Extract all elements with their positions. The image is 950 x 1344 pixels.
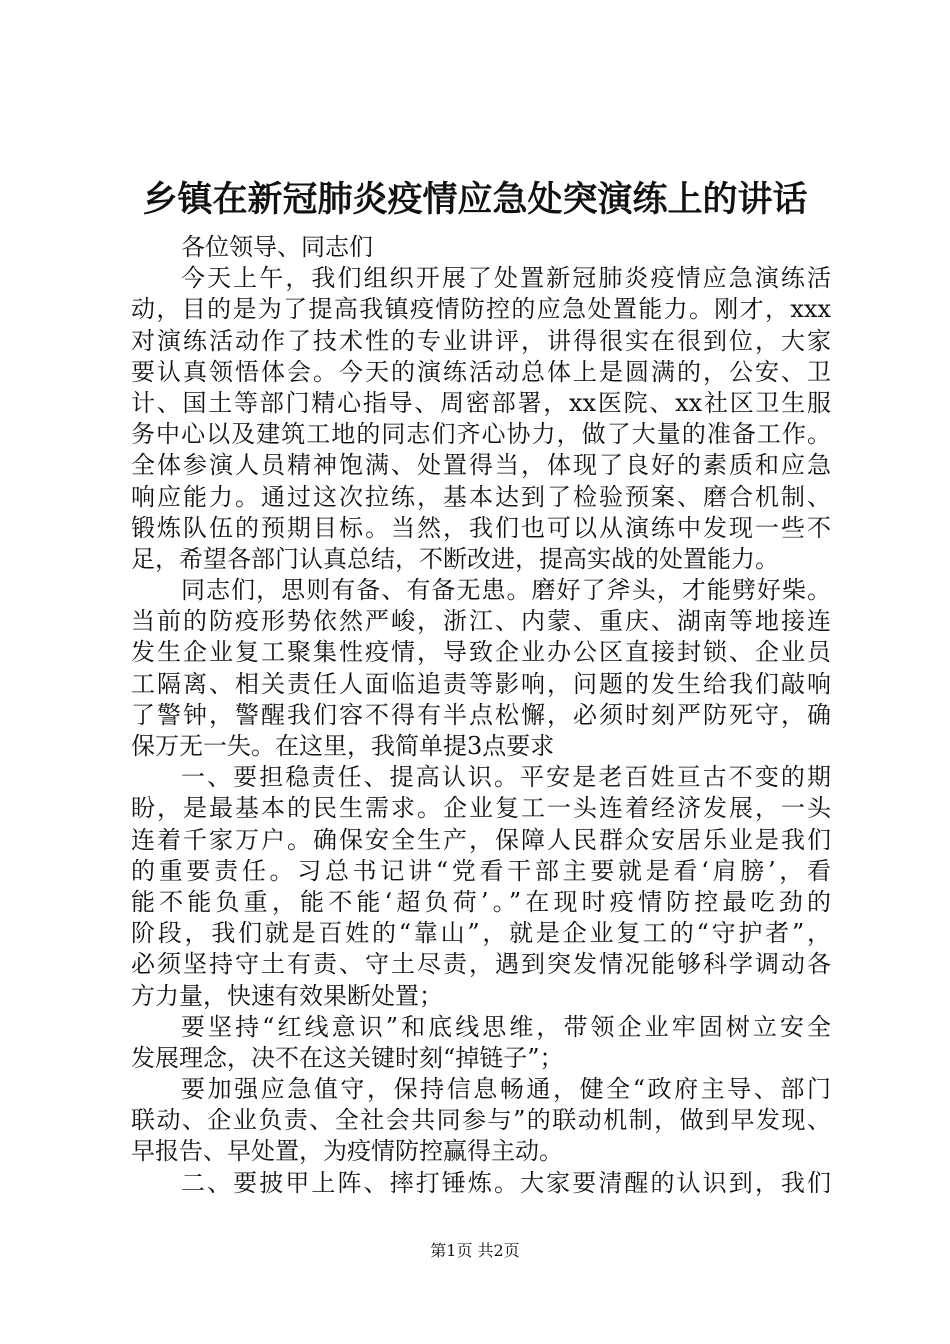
page-footer: 第1页 共2页: [430, 1241, 520, 1260]
body-line: 响应能力。通过这次拉练，基本达到了检验预案、磨合机制、: [131, 482, 831, 511]
body-line: 动，目的是为了提高我镇疫情防控的应急处置能力。刚才，xxx: [131, 295, 831, 324]
body-line: 工隔离、相关责任人面临追责等影响，问题的发生给我们敲响: [131, 669, 831, 698]
body-line: 计、国土等部门精心指导、周密部署，xx医院、xx社区卫生服: [131, 388, 831, 417]
body-line: 足，希望各部门认真总结，不断改进，提高实战的处置能力。: [131, 544, 779, 573]
body-line: 保万无一失。在这里，我简单提3点要求: [131, 732, 555, 760]
document-body: [131, 232, 831, 1199]
document-title: 乡镇在新冠肺炎疫情应急处突演练上的讲话: [142, 179, 808, 220]
body-line: 早报告、早处置，为疫情防控赢得主动。: [131, 1137, 563, 1166]
body-line: 同志们，思则有备、有备无患。磨好了斧头，才能劈好柴。: [181, 576, 831, 605]
body-line: 方力量，快速有效果断处置；: [131, 981, 443, 1010]
body-line: 发生企业复工聚集性疫情，导致企业办公区直接封锁、企业员: [131, 638, 831, 667]
body-line: 锻炼队伍的预期目标。当然，我们也可以从演练中发现一些不: [131, 513, 831, 542]
body-line: 连着千家万户。确保安全生产，保障人民群众安居乐业是我们: [131, 825, 831, 854]
section-heading-line: 二、要披甲上阵、摔打锤炼。大家要清醒的认识到，我们: [181, 1168, 831, 1197]
body-line: 的重要责任。习总书记讲“党看干部主要就是看‘肩膀’，看: [131, 856, 831, 885]
body-line: 务中心以及建筑工地的同志们齐心协力，做了大量的准备工作。: [131, 420, 831, 449]
body-line: 当前的防疫形势依然严峻，浙江、内蒙、重庆、湖南等地接连: [131, 607, 831, 636]
body-line: 要坚持“红线意识”和底线思维，带领企业牢固树立安全: [181, 1012, 831, 1041]
body-line: 阶段，我们就是百姓的“靠山”，就是企业复工的“守护者”，: [131, 919, 831, 948]
body-line: 对演练活动作了技术性的专业讲评，讲得很实在很到位，大家: [131, 326, 831, 355]
section-heading-line: 一、要担稳责任、提高认识。平安是老百姓亘古不变的期: [181, 763, 831, 792]
body-line: 盼，是最基本的民生需求。企业复工一头连着经济发展，一头: [131, 794, 831, 823]
body-line: 全体参演人员精神饱满、处置得当，体现了良好的素质和应急: [131, 451, 831, 480]
body-line: 今天上午，我们组织开展了处置新冠肺炎疫情应急演练活: [181, 264, 831, 293]
body-line: 要加强应急值守，保持信息畅通，健全“政府主导、部门: [181, 1075, 831, 1104]
body-line: 要认真领悟体会。今天的演练活动总体上是圆满的，公安、卫: [131, 357, 831, 386]
body-line: 必须坚持守土有责、守土尽责，遇到突发情况能够科学调动各: [131, 950, 831, 979]
body-line: 了警钟，警醒我们容不得有半点松懈，必须时刻严防死守，确: [131, 700, 831, 729]
body-line: 联动、企业负责、全社会共同参与”的联动机制，做到早发现、: [131, 1106, 831, 1135]
salutation-line: 各位领导、同志们: [181, 233, 373, 261]
body-line: 能不能负重，能不能‘超负荷’。”在现时疫情防控最吃劲的: [131, 887, 831, 916]
body-line: 发展理念，决不在这关键时刻“掉链子”；: [131, 1043, 564, 1072]
